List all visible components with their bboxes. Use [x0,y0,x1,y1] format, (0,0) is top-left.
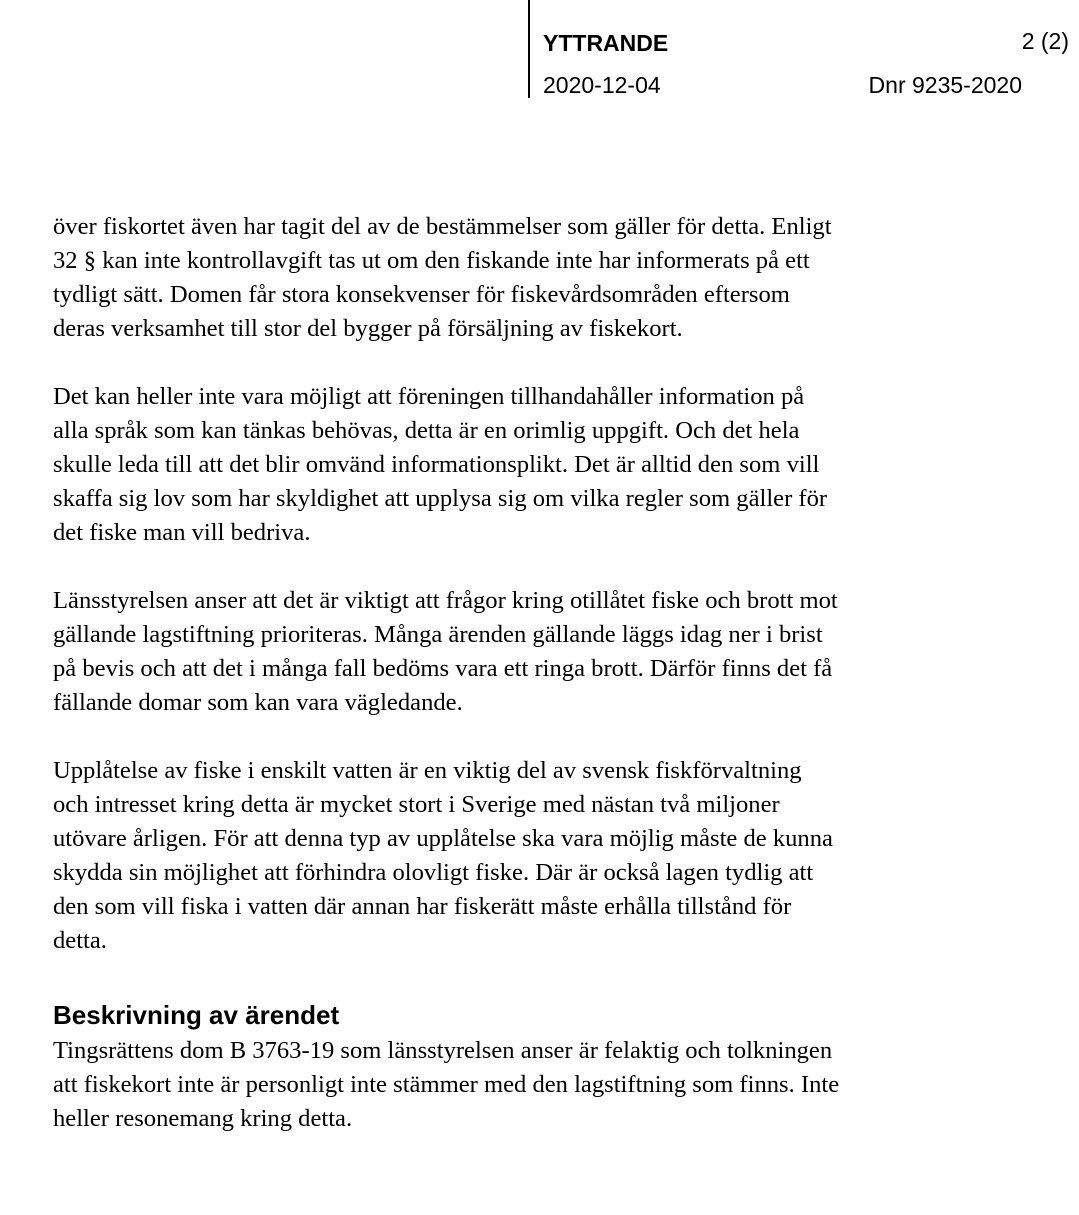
section-paragraph [53,1034,993,1136]
paragraph-3 [53,584,993,720]
text-line: detta. [53,927,107,954]
paragraph-4 [53,754,993,958]
page-number: 2 (2) [1021,28,1069,54]
text-line: på bevis och att det i många fall bedöms vara ett ringa brott. Därför finns det få [53,655,833,682]
text-line: det fiske man vill bedriva. [53,519,311,546]
text-line: skydda sin möjlighet att förhindra olovligt fiske. Där är också lagen tydlig att [53,859,814,886]
text-line: över fiskortet även har tagit del av de bestämmelser som gäller för detta. Enligt [53,213,832,240]
text-line: Tingsrättens dom B 3763-19 som länsstyrelsen anser är felaktig och tolkningen [53,1037,833,1064]
text-line: gällande lagstiftning prioriteras. Många ärenden gällande läggs idag ner i brist [53,621,823,648]
text-line: deras verksamhet till stor del bygger på försäljning av fiskekort. [53,315,683,342]
text-line: att fiskekort inte är personligt inte stämmer med den lagstiftning som finns. Inte [53,1071,840,1098]
text-line: fällande domar som kan vara vägledande. [53,689,463,716]
text-line: 32 § kan inte kontrollavgift tas ut om den fiskande inte har informerats på ett [53,247,810,274]
document-reference-number: Dnr 9235-2020 [868,72,1022,98]
text-line: och intresset kring detta är mycket stort i Sverige med nästan två miljoner [53,791,780,818]
text-line: Upplåtelse av fiske i enskilt vatten är en viktig del av svensk fiskförvaltning [53,757,802,784]
text-line: skaffa sig lov som har skyldighet att upplysa sig om vilka regler som gäller för [53,485,828,512]
paragraph-1 [53,210,993,346]
text-line: tydligt sätt. Domen får stora konsekvenser för fiskevårdsområden eftersom [53,281,790,308]
section-heading: Beskrivning av ärendet [53,1000,340,1030]
paragraph-2 [53,380,993,550]
document-type: YTTRANDE [543,30,669,56]
text-line: utövare årligen. För att denna typ av upplåtelse ska vara möjlig måste de kunna [53,825,833,852]
text-line: den som vill fiska i vatten där annan har fiskerätt måste erhålla tillstånd för [53,893,792,920]
text-line: skulle leda till att det blir omvänd informationsplikt. Det är alltid den som vill [53,451,820,478]
text-line: alla språk som kan tänkas behövas, detta är en orimlig uppgift. Och det hela [53,417,800,444]
text-line: Det kan heller inte vara möjligt att föreningen tillhandahåller information på [53,383,805,410]
header-divider-line [528,0,530,98]
text-line: Länsstyrelsen anser att det är viktigt att frågor kring otillåtet fiske och brott mot [53,587,838,614]
document-date: 2020-12-04 [543,72,661,98]
document-body [53,210,993,1170]
text-line: heller resonemang kring detta. [53,1105,353,1132]
